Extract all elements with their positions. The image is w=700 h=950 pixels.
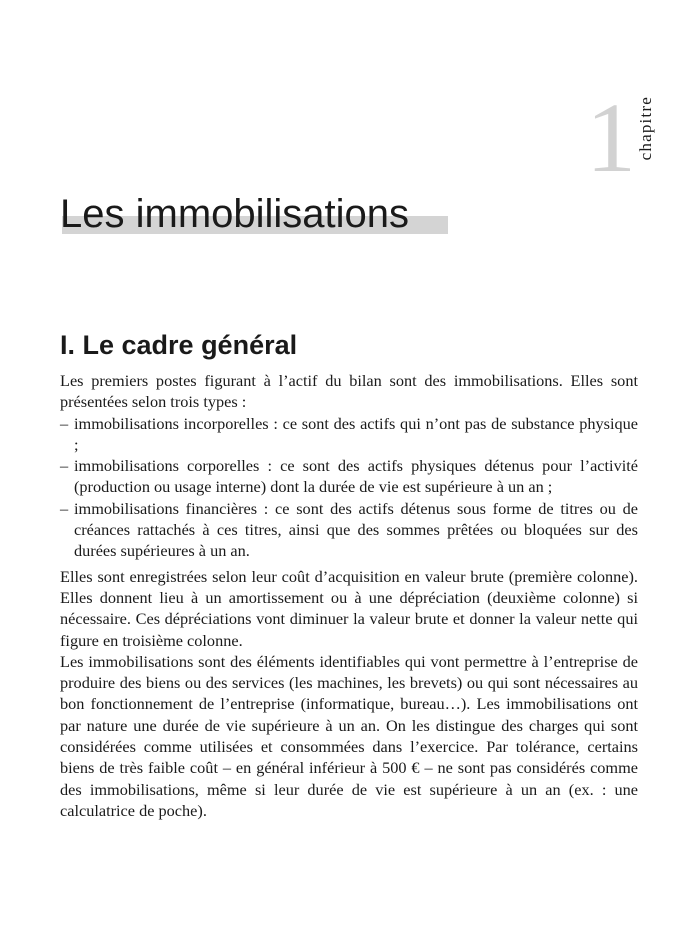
chapter-marker	[586, 82, 666, 193]
chapter-number: 1	[586, 82, 634, 193]
list-item	[60, 498, 638, 562]
list-item	[60, 455, 638, 498]
type-list	[60, 413, 638, 562]
dash-marker: –	[60, 413, 69, 433]
intro-paragraph: Les premiers postes figurant à l’actif du bilan sont des immobilisations. Elles sont présentées selon trois types :	[60, 371, 638, 412]
dash-marker: –	[60, 456, 69, 476]
list-item-text: immobilisations incorporelles : ce sont des actifs qui n’ont pas de substance physique ;	[74, 413, 638, 454]
chapter-title: Les immobilisations	[60, 192, 410, 236]
chapter-label: chapitre	[636, 96, 655, 161]
section-heading: I. Le cadre général	[60, 330, 298, 360]
list-item	[60, 413, 638, 456]
paragraph: Les immobilisations sont des éléments identifiables qui vont permettre à l’entreprise de produire des biens ou des services (les machines, les brevets) ou qui sont nécessaires au bon fonctionnement de l’entreprise (informatique, bureau…). Les immobilisations ont par nature une durée de vie supérieure à un an. On les distingue des charges qui sont considérées comme utilisées et consommées dans l’exercice. Par tolérance, certains biens de très faible coût – en général inférieur à 500 € – ne sont pas considérés comme des immobilisations, même si leur durée de vie est supérieure à un an (ex. : une calculatrice de poche).	[60, 651, 638, 820]
paragraph: Elles sont enregistrées selon leur coût d’acquisition en valeur brute (première colonne). Elles donnent lieu à un amortissement ou à une dépréciation (deuxième colonne) si nécessaire. Ces dépréciations vont diminuer la valeur brute et donner la valeur nette qui figure en troisième colonne.	[60, 566, 638, 650]
body-text	[60, 370, 638, 821]
list-item-text: immobilisations corporelles : ce sont des actifs physiques détenus pour l’activité (production ou usage interne) dont la durée de vie est supérieure à un an ;	[74, 456, 638, 497]
chapter-title-block	[60, 190, 450, 246]
list-item-text: immobilisations financières : ce sont des actifs détenus sous forme de titres ou de créances rattachés à ces titres, ainsi que des sommes prêtées ou bloquées sur des durées supérieures à un an.	[74, 498, 638, 561]
dash-marker: –	[60, 498, 69, 518]
